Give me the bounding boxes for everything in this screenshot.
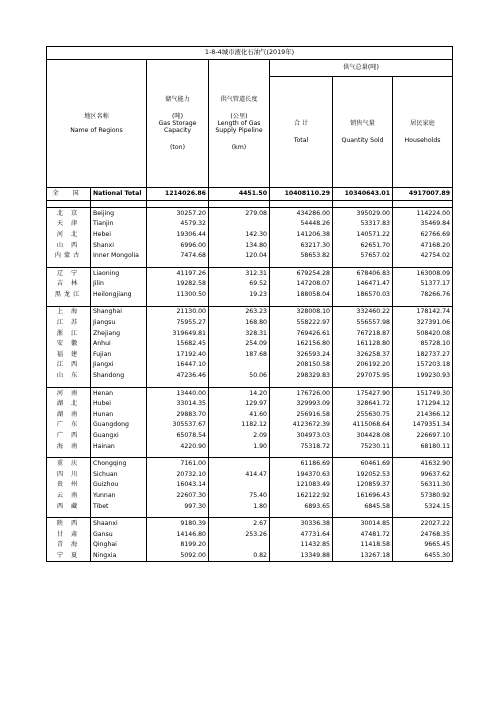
national-pipeline: 4451.50 <box>209 188 270 201</box>
cell-households: 151749.30 <box>393 387 453 398</box>
cell-sold: 57657.02 <box>333 250 393 261</box>
cell-zh: 广 东 <box>47 420 91 431</box>
total-header <box>270 77 333 188</box>
cell-sold: 62651.70 <box>333 240 393 251</box>
cell-total: 61186.69 <box>270 458 333 469</box>
cell-households: 199230.93 <box>393 370 453 381</box>
cell-en: Guangdong <box>91 420 147 431</box>
cell-households: 226697.10 <box>393 430 453 441</box>
spacer-cell <box>91 201 147 208</box>
households-header <box>393 77 453 188</box>
national-total: 10408110.29 <box>270 188 333 201</box>
cell-storage: 11300.50 <box>147 289 209 300</box>
cell-zh: 北 京 <box>47 208 91 219</box>
cell-en: Sichuan <box>91 469 147 480</box>
cell-pipeline: 187.68 <box>209 349 270 360</box>
cell-total: 75318.72 <box>270 441 333 452</box>
table-row <box>47 529 453 540</box>
cell-en: Jilin <box>91 279 147 290</box>
cell-storage: 8199.20 <box>147 540 209 551</box>
cell-households: 171294.12 <box>393 399 453 410</box>
storage-header-en2: Capacity <box>163 127 192 135</box>
cell-en: Hubei <box>91 399 147 410</box>
storage-header <box>147 60 209 188</box>
cell-zh: 浙 江 <box>47 328 91 339</box>
cell-storage: 22607.30 <box>147 490 209 501</box>
cell-total: 558222.97 <box>270 317 333 328</box>
cell-zh: 宁 夏 <box>47 550 91 561</box>
cell-zh: 河 南 <box>47 387 91 398</box>
cell-sold: 192052.53 <box>333 469 393 480</box>
national-households: 4917007.89 <box>393 188 453 201</box>
cell-pipeline <box>209 219 270 230</box>
table-row <box>47 279 453 290</box>
spacer-cell <box>393 201 453 208</box>
cell-pipeline: 50.06 <box>209 370 270 381</box>
cell-total: 326593.24 <box>270 349 333 360</box>
cell-zh: 天 津 <box>47 219 91 230</box>
pipeline-header-en1: Length of Gas <box>217 119 261 127</box>
cell-storage: 19306.44 <box>147 229 209 240</box>
cell-households: 6455.30 <box>393 550 453 561</box>
cell-pipeline: 134.80 <box>209 240 270 251</box>
cell-pipeline: 2.67 <box>209 518 270 529</box>
cell-total: 188058.04 <box>270 289 333 300</box>
cell-storage: 16043.14 <box>147 480 209 491</box>
cell-storage: 15682.45 <box>147 339 209 350</box>
cell-households: 42754.02 <box>393 250 453 261</box>
cell-pipeline: 1.90 <box>209 441 270 452</box>
cell-zh: 福 建 <box>47 349 91 360</box>
pipeline-header-zh: 供气管道长度 <box>220 95 258 103</box>
cell-households: 327391.06 <box>393 317 453 328</box>
spacer-cell <box>333 201 393 208</box>
cell-storage: 7161.00 <box>147 458 209 469</box>
table-row <box>47 441 453 452</box>
cell-total: 141206.38 <box>270 229 333 240</box>
cell-zh: 青 海 <box>47 540 91 551</box>
cell-sold: 4115068.64 <box>333 420 393 431</box>
sold-header-zh: 销售气量 <box>350 119 375 127</box>
cell-pipeline: 312.31 <box>209 267 270 278</box>
national-sold: 10340643.01 <box>333 188 393 201</box>
cell-households: 41632.90 <box>393 458 453 469</box>
cell-storage: 21130.00 <box>147 306 209 317</box>
cell-total: 194370.63 <box>270 469 333 480</box>
total-header-en: Total <box>293 137 309 144</box>
cell-storage: 19282.58 <box>147 279 209 290</box>
lpg-table <box>46 46 453 562</box>
table-row <box>47 370 453 381</box>
cell-sold: 60461.69 <box>333 458 393 469</box>
national-storage: 1214026.86 <box>147 188 209 201</box>
cell-zh: 海 南 <box>47 441 91 452</box>
cell-total: 121083.49 <box>270 480 333 491</box>
pipeline-header-en2: Supply Pipeline <box>215 127 263 135</box>
cell-total: 162156.80 <box>270 339 333 350</box>
cell-en: Qinghai <box>91 540 147 551</box>
cell-pipeline: 1182.12 <box>209 420 270 431</box>
spacer-cell <box>47 201 91 208</box>
storage-unit-en: (ton) <box>170 144 185 152</box>
region-header-en: Name of Regions <box>70 126 123 134</box>
cell-sold: 140571.22 <box>333 229 393 240</box>
cell-pipeline: 19.23 <box>209 289 270 300</box>
cell-storage: 305537.67 <box>147 420 209 431</box>
pipeline-unit-en: (km) <box>231 144 247 152</box>
cell-total: 304973.03 <box>270 430 333 441</box>
households-header-zh: 居民家庭 <box>410 119 435 127</box>
table-row <box>47 480 453 491</box>
statistics-sheet <box>46 46 452 562</box>
cell-en: Yunnan <box>91 490 147 501</box>
cell-pipeline <box>209 360 270 371</box>
cell-sold: 767218.87 <box>333 328 393 339</box>
region-header-zh: 地区名称 <box>84 113 109 121</box>
cell-zh: 贵 州 <box>47 480 91 491</box>
national-total-row <box>47 188 453 201</box>
cell-total: 47731.64 <box>270 529 333 540</box>
cell-sold: 13267.18 <box>333 550 393 561</box>
table-row <box>47 550 453 561</box>
cell-zh: 甘 肃 <box>47 529 91 540</box>
table-row <box>47 360 453 371</box>
cell-households: 114224.00 <box>393 208 453 219</box>
cell-storage: 9180.39 <box>147 518 209 529</box>
table-row <box>47 339 453 350</box>
spacer-cell <box>270 201 333 208</box>
cell-sold: 30014.85 <box>333 518 393 529</box>
cell-zh: 广 西 <box>47 430 91 441</box>
cell-sold: 304428.08 <box>333 430 393 441</box>
table-row <box>47 458 453 469</box>
pipeline-unit-zh: (公里) <box>230 112 248 120</box>
pipeline-header <box>209 60 270 188</box>
table-row <box>47 317 453 328</box>
national-zh: 全 国 <box>47 188 91 201</box>
cell-sold: 326258.37 <box>333 349 393 360</box>
table-row <box>47 229 453 240</box>
cell-households: 1479351.34 <box>393 420 453 431</box>
national-en: National Total <box>91 188 147 201</box>
region-header <box>47 60 147 188</box>
cell-households: 508420.08 <box>393 328 453 339</box>
cell-sold: 75230.11 <box>333 441 393 452</box>
cell-en: Inner Mongolia <box>91 250 147 261</box>
cell-pipeline: 263.23 <box>209 306 270 317</box>
title-row <box>47 47 453 60</box>
cell-sold: 6845.58 <box>333 501 393 512</box>
cell-sold: 678406.83 <box>333 267 393 278</box>
cell-total: 329993.09 <box>270 399 333 410</box>
cell-en: Ningxia <box>91 550 147 561</box>
cell-en: Heilongjiang <box>91 289 147 300</box>
table-row <box>47 306 453 317</box>
cell-en: Guangxi <box>91 430 147 441</box>
table-title: 1-8-4城市液化石油气(2019年) <box>47 47 453 60</box>
cell-pipeline: 41.60 <box>209 409 270 420</box>
cell-en: Jiangsu <box>91 317 147 328</box>
group-spacer <box>47 201 453 208</box>
cell-zh: 四 川 <box>47 469 91 480</box>
table-row <box>47 399 453 410</box>
table-row <box>47 250 453 261</box>
cell-storage: 29883.70 <box>147 409 209 420</box>
cell-sold: 395029.00 <box>333 208 393 219</box>
cell-households: 182737.27 <box>393 349 453 360</box>
cell-total: 434286.00 <box>270 208 333 219</box>
cell-pipeline: 14.20 <box>209 387 270 398</box>
cell-pipeline: 120.04 <box>209 250 270 261</box>
cell-storage: 41197.26 <box>147 267 209 278</box>
cell-total: 13349.88 <box>270 550 333 561</box>
cell-pipeline: 0.82 <box>209 550 270 561</box>
cell-storage: 30257.20 <box>147 208 209 219</box>
table-row <box>47 387 453 398</box>
cell-storage: 14146.80 <box>147 529 209 540</box>
cell-pipeline: 2.09 <box>209 430 270 441</box>
cell-pipeline: 69.52 <box>209 279 270 290</box>
cell-sold: 161696.43 <box>333 490 393 501</box>
cell-sold: 328641.72 <box>333 399 393 410</box>
cell-storage: 4579.32 <box>147 219 209 230</box>
cell-pipeline: 279.08 <box>209 208 270 219</box>
cell-pipeline <box>209 480 270 491</box>
cell-total: 679254.28 <box>270 267 333 278</box>
cell-zh: 安 徽 <box>47 339 91 350</box>
cell-households: 51377.17 <box>393 279 453 290</box>
cell-zh: 陕 西 <box>47 518 91 529</box>
cell-households: 56311.30 <box>393 480 453 491</box>
cell-zh: 黑龙江 <box>47 289 91 300</box>
cell-pipeline: 129.97 <box>209 399 270 410</box>
total-header-zh: 合 计 <box>293 119 309 127</box>
table-row <box>47 420 453 431</box>
cell-total: 298329.83 <box>270 370 333 381</box>
table-row <box>47 219 453 230</box>
cell-total: 176726.00 <box>270 387 333 398</box>
cell-en: Beijing <box>91 208 147 219</box>
cell-zh: 上 海 <box>47 306 91 317</box>
cell-sold: 120859.37 <box>333 480 393 491</box>
cell-storage: 997.30 <box>147 501 209 512</box>
cell-zh: 河 北 <box>47 229 91 240</box>
spacer-cell <box>147 201 209 208</box>
table-row <box>47 349 453 360</box>
cell-en: Hunan <box>91 409 147 420</box>
cell-en: Shandong <box>91 370 147 381</box>
cell-en: Zhejiang <box>91 328 147 339</box>
cell-storage: 47236.46 <box>147 370 209 381</box>
table-row <box>47 409 453 420</box>
cell-total: 58653.82 <box>270 250 333 261</box>
cell-zh: 江 西 <box>47 360 91 371</box>
cell-sold: 206192.20 <box>333 360 393 371</box>
cell-zh: 西 藏 <box>47 501 91 512</box>
cell-storage: 319649.81 <box>147 328 209 339</box>
storage-header-en1: Gas Storage <box>158 119 197 127</box>
cell-en: Gansu <box>91 529 147 540</box>
cell-pipeline: 414.47 <box>209 469 270 480</box>
cell-en: Guizhou <box>91 480 147 491</box>
table-row <box>47 518 453 529</box>
storage-header-zh: 储气能力 <box>165 95 190 103</box>
cell-pipeline: 142.30 <box>209 229 270 240</box>
households-header-en: Households <box>404 137 441 144</box>
cell-households: 78266.76 <box>393 289 453 300</box>
cell-en: Fujian <box>91 349 147 360</box>
cell-total: 11432.85 <box>270 540 333 551</box>
cell-zh: 重 庆 <box>47 458 91 469</box>
cell-sold: 53317.83 <box>333 219 393 230</box>
cell-sold: 11418.58 <box>333 540 393 551</box>
cell-sold: 332460.22 <box>333 306 393 317</box>
table-row <box>47 289 453 300</box>
supply-header: 供气总量(吨) <box>270 60 453 77</box>
cell-en: Shanghai <box>91 306 147 317</box>
cell-sold: 146471.47 <box>333 279 393 290</box>
cell-total: 147208.07 <box>270 279 333 290</box>
cell-households: 99637.62 <box>393 469 453 480</box>
cell-total: 769426.61 <box>270 328 333 339</box>
cell-pipeline: 253.26 <box>209 529 270 540</box>
cell-total: 256916.58 <box>270 409 333 420</box>
table-row <box>47 430 453 441</box>
cell-households: 35469.84 <box>393 219 453 230</box>
cell-zh: 山 西 <box>47 240 91 251</box>
cell-storage: 13440.00 <box>147 387 209 398</box>
cell-en: Tianjin <box>91 219 147 230</box>
cell-sold: 161128.80 <box>333 339 393 350</box>
cell-en: Liaoning <box>91 267 147 278</box>
cell-storage: 4220.90 <box>147 441 209 452</box>
header-row-top <box>47 60 453 77</box>
cell-zh: 内蒙古 <box>47 250 91 261</box>
cell-total: 63217.30 <box>270 240 333 251</box>
cell-zh: 湖 北 <box>47 399 91 410</box>
cell-sold: 255630.75 <box>333 409 393 420</box>
cell-zh: 吉 林 <box>47 279 91 290</box>
cell-households: 47168.20 <box>393 240 453 251</box>
cell-households: 9665.45 <box>393 540 453 551</box>
cell-storage: 6996.00 <box>147 240 209 251</box>
cell-households: 214366.12 <box>393 409 453 420</box>
cell-storage: 33014.35 <box>147 399 209 410</box>
cell-households: 163008.09 <box>393 267 453 278</box>
cell-pipeline: 75.40 <box>209 490 270 501</box>
cell-zh: 辽 宁 <box>47 267 91 278</box>
spacer-cell <box>209 201 270 208</box>
cell-total: 30336.38 <box>270 518 333 529</box>
cell-total: 162122.92 <box>270 490 333 501</box>
cell-pipeline: 328.31 <box>209 328 270 339</box>
table-row <box>47 208 453 219</box>
cell-total: 6893.65 <box>270 501 333 512</box>
table-row <box>47 501 453 512</box>
cell-pipeline: 1.80 <box>209 501 270 512</box>
cell-zh: 云 南 <box>47 490 91 501</box>
cell-households: 157203.18 <box>393 360 453 371</box>
cell-households: 85728.10 <box>393 339 453 350</box>
table-row <box>47 328 453 339</box>
cell-en: Henan <box>91 387 147 398</box>
cell-households: 178142.74 <box>393 306 453 317</box>
cell-total: 54448.26 <box>270 219 333 230</box>
cell-households: 68180.11 <box>393 441 453 452</box>
cell-en: Anhui <box>91 339 147 350</box>
cell-en: Chongqing <box>91 458 147 469</box>
table-row <box>47 469 453 480</box>
cell-en: Shaanxi <box>91 518 147 529</box>
cell-households: 62766.69 <box>393 229 453 240</box>
cell-en: Hebei <box>91 229 147 240</box>
cell-en: Hainan <box>91 441 147 452</box>
table-row <box>47 540 453 551</box>
cell-households: 22027.22 <box>393 518 453 529</box>
cell-sold: 186570.03 <box>333 289 393 300</box>
cell-households: 24768.35 <box>393 529 453 540</box>
storage-unit-zh: (吨) <box>171 112 183 120</box>
sold-header-en: Quantity Sold <box>341 137 384 144</box>
sold-header <box>333 77 393 188</box>
cell-total: 208150.58 <box>270 360 333 371</box>
table-row <box>47 267 453 278</box>
cell-pipeline <box>209 458 270 469</box>
cell-storage: 17192.40 <box>147 349 209 360</box>
cell-en: Jiangxi <box>91 360 147 371</box>
cell-en: Shanxi <box>91 240 147 251</box>
cell-storage: 7474.68 <box>147 250 209 261</box>
cell-storage: 20732.10 <box>147 469 209 480</box>
cell-total: 328008.10 <box>270 306 333 317</box>
cell-total: 4123672.39 <box>270 420 333 431</box>
cell-storage: 75955.27 <box>147 317 209 328</box>
cell-pipeline <box>209 540 270 551</box>
cell-zh: 湖 南 <box>47 409 91 420</box>
cell-sold: 556557.98 <box>333 317 393 328</box>
cell-sold: 175427.90 <box>333 387 393 398</box>
cell-sold: 47481.72 <box>333 529 393 540</box>
table-row <box>47 490 453 501</box>
cell-pipeline: 254.09 <box>209 339 270 350</box>
cell-sold: 297075.95 <box>333 370 393 381</box>
cell-storage: 5092.00 <box>147 550 209 561</box>
cell-storage: 16447.10 <box>147 360 209 371</box>
cell-zh: 江 苏 <box>47 317 91 328</box>
cell-storage: 65078.54 <box>147 430 209 441</box>
table-row <box>47 240 453 251</box>
cell-pipeline: 168.80 <box>209 317 270 328</box>
cell-households: 57380.92 <box>393 490 453 501</box>
cell-households: 5324.15 <box>393 501 453 512</box>
cell-zh: 山 东 <box>47 370 91 381</box>
cell-en: Tibet <box>91 501 147 512</box>
